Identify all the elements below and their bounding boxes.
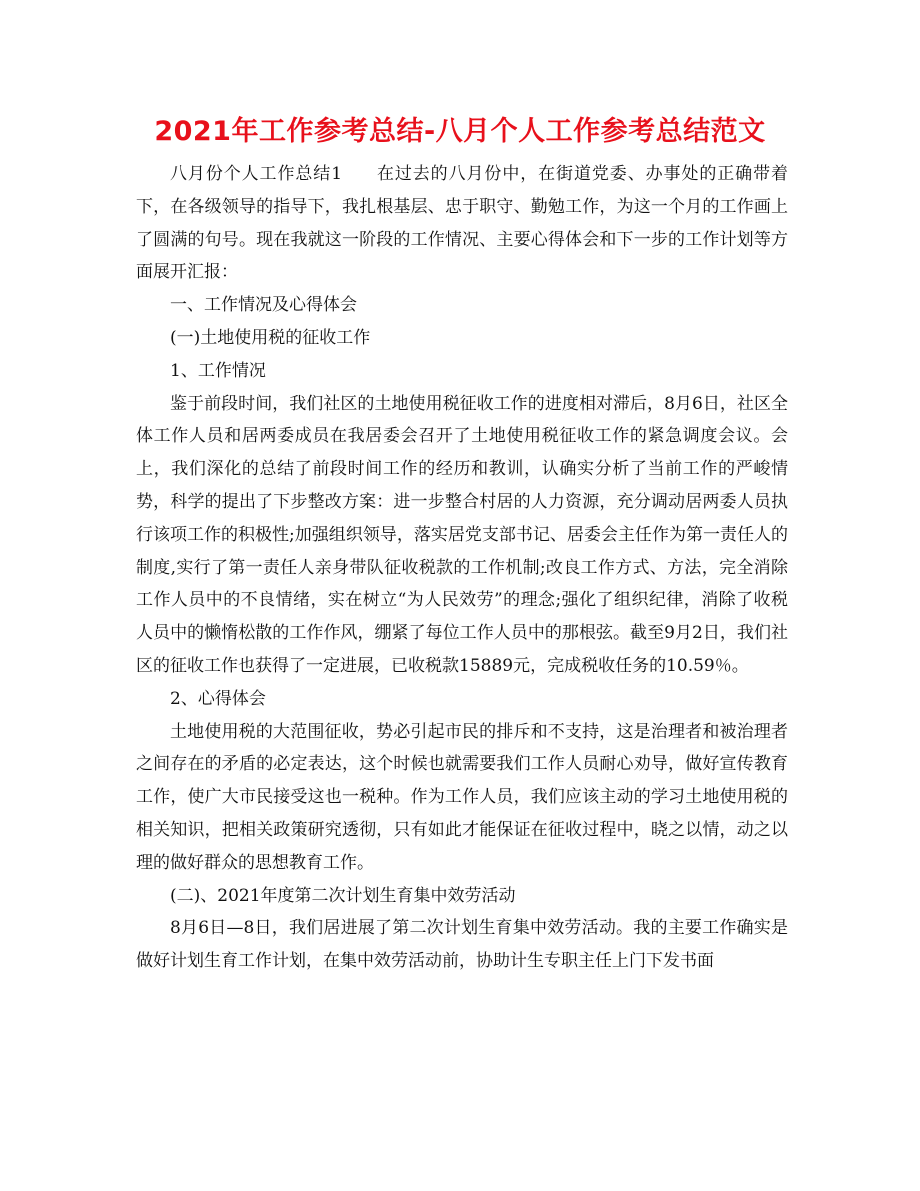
subsection-heading-2: (二)、2021年度第二次计划生育集中效劳活动: [170, 885, 516, 906]
intro-heading: 八月份个人工作总结1: [170, 164, 343, 184]
item-heading-1: 1、工作情况: [170, 360, 266, 381]
paragraph-intro: [136, 158, 788, 289]
item-heading-2: 2、心得体会: [170, 688, 266, 709]
paragraph-work-situation: 鉴于前段时间，我们社区的土地使用税征收工作的进度相对滞后，8月6日，社区全体工作人员和居两委成员在我居委会召开了土地使用税征收工作的紧急调度会议。会上，我们深化的总结了前段时间工作的经历和教训，认确实分析了当前工作的严峻情势，科学的提出了下步整改方案：进一步整合村居的人力资源，充分调动居两委人员执行该项工作的积极性;加强组织领导，落实居党支部书记、居委会主任作为第一责任人的制度,实行了第一责任人亲身带队征收税款的工作机制;改良工作方式、方法，完全消除工作人员中的不良情绪，实在树立“为人民效劳”的理念;强化了组织纪律，消除了收税人员中的懒惰松散的工作作风，绷紧了每位工作人员中的那根弦。截至9月2日，我们社区的征收工作也获得了一定进展，已收税款15889元，完成税收任务的10.59％。: [136, 393, 788, 676]
subsection-heading-1: (一)土地使用税的征收工作: [170, 327, 371, 348]
document-body: [136, 158, 788, 978]
paragraph-family-planning: 8月6日—8日，我们居进展了第二次计划生育集中效劳活动。我的主要工作确实是做好计划生育工作计划，在集中效劳活动前，协助计生专职主任上门下发书面: [136, 918, 788, 972]
paragraph-experience: 土地使用税的大范围征收，势必引起市民的排斥和不支持，这是治理者和被治理者之间存在的矛盾的必定表达，这个时候也就需要我们工作人员耐心劝导，做好宣传教育工作，使广大市民接受这也一税种。作为工作人员，我们应该主动的学习土地使用税的相关知识，把相关政策研究透彻，只有如此才能保证在征收过程中，晓之以情，动之以理的做好群众的思想教育工作。: [136, 721, 788, 873]
intro-text: 在过去的八月份中，在街道党委、办事处的正确带着下，在各级领导的指导下，我扎根基层、忠于职守、勤勉工作，为这一个月的工作画上了圆满的句号。现在我就这一阶段的工作情况、主要心得体会和下一步的工作计划等方面展开汇报：: [136, 164, 788, 283]
section-heading-1: 一、工作情况及心得体会: [170, 295, 357, 316]
document-title: 2021年工作参考总结-八月个人工作参考总结范文: [154, 116, 766, 147]
